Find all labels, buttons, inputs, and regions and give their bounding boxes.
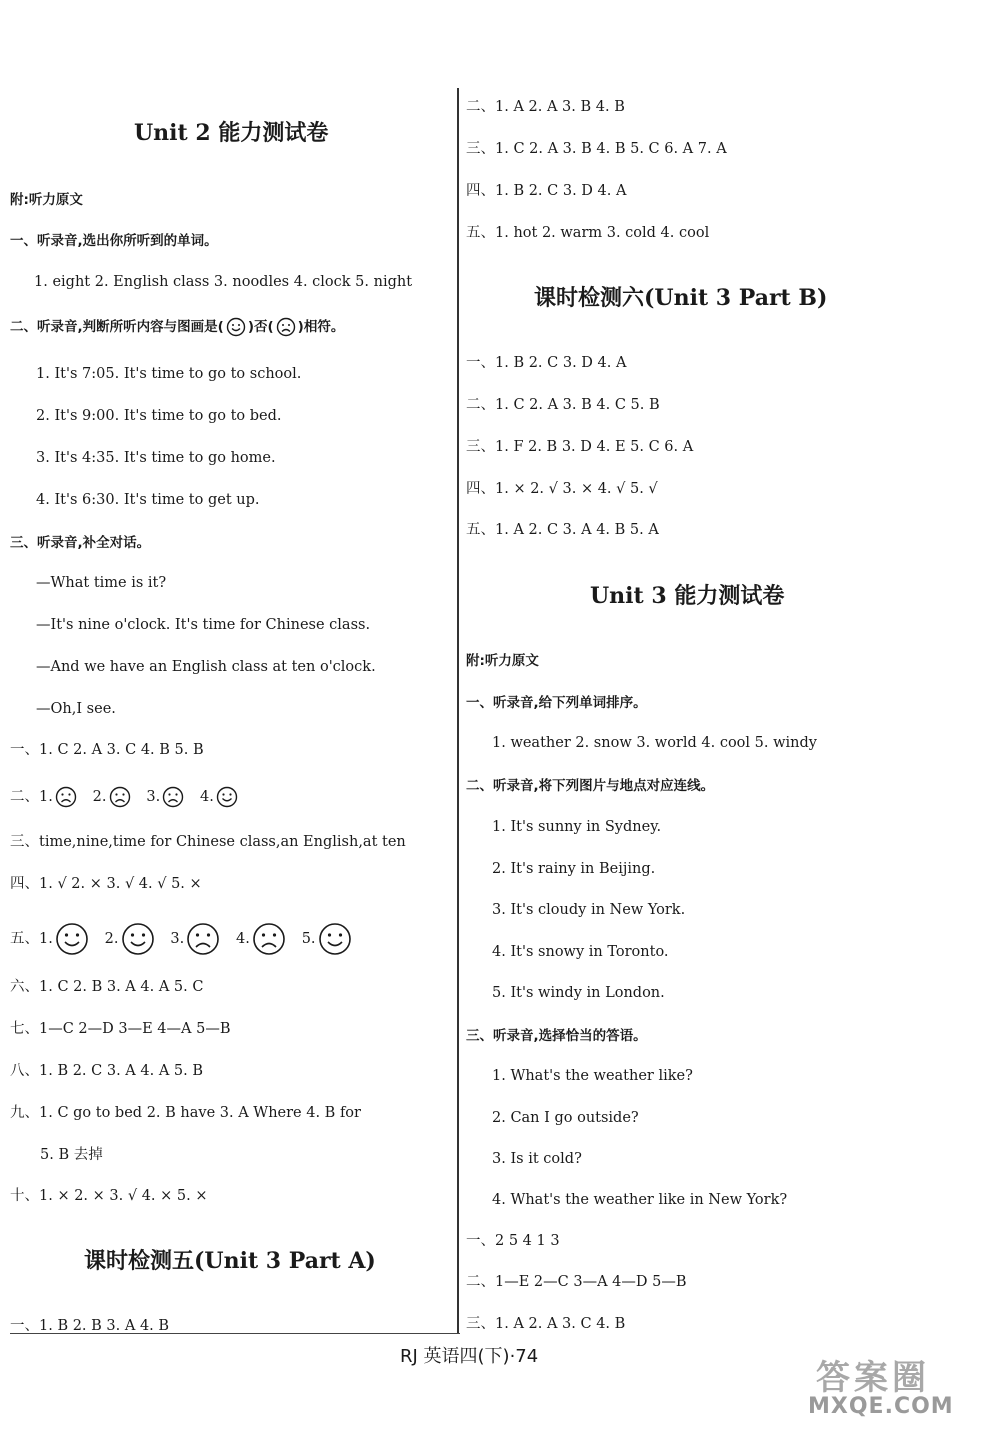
unit2-test-title: Unit 2 能力测试卷 bbox=[134, 120, 329, 146]
watermark-seal: 答案圈 bbox=[816, 1358, 930, 1398]
section2-item: 5. It's windy in London. bbox=[492, 985, 665, 1001]
section3-item: 2. Can I go outside? bbox=[492, 1110, 639, 1126]
watermark-text: MXQE.COM bbox=[808, 1394, 954, 1419]
lesson5-answer-row-5: 五、1. hot 2. warm 3. cold 4. cool bbox=[466, 225, 710, 241]
answer-row-2: 二、1. 2. 3. 4. bbox=[10, 786, 240, 808]
appendix-label: 附:听力原文 bbox=[466, 653, 539, 669]
lesson6-title: 课时检测六(Unit 3 Part B) bbox=[534, 285, 828, 311]
sad-face-icon bbox=[109, 786, 131, 808]
section1-instruction: 一、听录音,选出你所听到的单词。 bbox=[10, 233, 218, 249]
sad-face-icon bbox=[55, 786, 77, 808]
appendix-label: 附:听力原文 bbox=[10, 192, 83, 208]
page-footer: RJ 英语四(下)·74 bbox=[400, 1346, 539, 1367]
unit3-answer-row-3: 三、1. A 2. A 3. C 4. B bbox=[466, 1316, 626, 1332]
answer-row-3: 三、time,nine,time for Chinese class,an English,at ten bbox=[10, 834, 406, 850]
lesson6-answer-row-1: 一、1. B 2. C 3. D 4. A bbox=[466, 355, 627, 371]
section1-words: 1. weather 2. snow 3. world 4. cool 5. windy bbox=[492, 735, 817, 751]
section3-instruction: 三、听录音,补全对话。 bbox=[10, 535, 151, 551]
answer-row-10: 十、1. × 2. × 3. √ 4. × 5. × bbox=[10, 1188, 208, 1204]
answer-row-6: 六、1. C 2. B 3. A 4. A 5. C bbox=[10, 979, 204, 995]
lesson6-answer-row-3: 三、1. F 2. B 3. D 4. E 5. C 6. A bbox=[466, 439, 694, 455]
answer-row-9-continued: 5. B 去掉 bbox=[40, 1147, 103, 1163]
lesson5-answer-row-2: 二、1. A 2. A 3. B 4. B bbox=[466, 99, 625, 115]
section2-instruction: 二、听录音,将下列图片与地点对应连线。 bbox=[466, 778, 715, 794]
smiley-face-icon bbox=[121, 922, 155, 956]
column-divider bbox=[457, 88, 459, 1333]
answer-row-7: 七、1—C 2—D 3—E 4—A 5—B bbox=[10, 1021, 231, 1037]
sad-face-icon bbox=[276, 317, 296, 337]
lesson6-answer-row-2: 二、1. C 2. A 3. B 4. C 5. B bbox=[466, 397, 660, 413]
section2-item: 4. It's snowy in Toronto. bbox=[492, 944, 669, 960]
lesson5-title: 课时检测五(Unit 3 Part A) bbox=[84, 1248, 376, 1274]
watermark-logo bbox=[798, 1350, 988, 1426]
section3-item: 4. What's the weather like in New York? bbox=[492, 1192, 788, 1208]
dialogue-line: —What time is it? bbox=[36, 575, 167, 591]
dialogue-line: —It's nine o'clock. It's time for Chinese class. bbox=[36, 617, 371, 633]
section2-item: 1. It's sunny in Sydney. bbox=[492, 819, 662, 835]
unit3-answer-row-1: 一、2 5 4 1 3 bbox=[466, 1233, 560, 1249]
section2-item: 4. It's 6:30. It's time to get up. bbox=[36, 492, 260, 508]
answer-row-4: 四、1. √ 2. × 3. √ 4. √ 5. × bbox=[10, 876, 202, 892]
dialogue-line: —Oh,I see. bbox=[36, 701, 116, 717]
smiley-face-icon bbox=[55, 922, 89, 956]
answer-row-9: 九、1. C go to bed 2. B have 3. A Where 4. B for bbox=[10, 1105, 361, 1121]
section2-item: 2. It's 9:00. It's time to go to bed. bbox=[36, 408, 282, 424]
sad-face-icon bbox=[186, 922, 220, 956]
lesson5-answer-row-4: 四、1. B 2. C 3. D 4. A bbox=[466, 183, 627, 199]
section1-instruction: 一、听录音,给下列单词排序。 bbox=[466, 695, 647, 711]
lesson6-answer-row-4: 四、1. × 2. √ 3. × 4. √ 5. √ bbox=[466, 481, 658, 497]
section2-instruction: 二、听录音,判断所听内容与图画是( )否( )相符。 bbox=[10, 319, 345, 335]
sad-face-icon bbox=[162, 786, 184, 808]
dialogue-line: —And we have an English class at ten o'clock. bbox=[36, 659, 376, 675]
answer-row-8: 八、1. B 2. C 3. A 4. A 5. B bbox=[10, 1063, 204, 1079]
answer-row-1: 一、1. C 2. A 3. C 4. B 5. B bbox=[10, 742, 204, 758]
answer-row-5: 五、1. 2. 3. 4. 5. bbox=[10, 922, 354, 956]
smiley-face-icon bbox=[226, 317, 246, 337]
section3-instruction: 三、听录音,选择恰当的答语。 bbox=[466, 1028, 647, 1044]
section2-item: 3. It's cloudy in New York. bbox=[492, 902, 686, 918]
section2-item: 2. It's rainy in Beijing. bbox=[492, 861, 656, 877]
smiley-face-icon bbox=[318, 922, 352, 956]
section2-item: 3. It's 4:35. It's time to go home. bbox=[36, 450, 276, 466]
section3-item: 1. What's the weather like? bbox=[492, 1068, 693, 1084]
section1-words: 1. eight 2. English class 3. noodles 4. clock 5. night bbox=[34, 274, 413, 290]
sad-face-icon bbox=[252, 922, 286, 956]
lesson5-answer-row-3: 三、1. C 2. A 3. B 4. B 5. C 6. A 7. A bbox=[466, 141, 727, 157]
smiley-face-icon bbox=[216, 786, 238, 808]
unit3-test-title: Unit 3 能力测试卷 bbox=[590, 583, 785, 609]
unit3-answer-row-2: 二、1—E 2—C 3—A 4—D 5—B bbox=[466, 1274, 687, 1290]
lesson6-answer-row-5: 五、1. A 2. C 3. A 4. B 5. A bbox=[466, 522, 659, 538]
lesson5-answer-row-1: 一、1. B 2. B 3. A 4. B bbox=[10, 1318, 170, 1334]
section3-item: 3. Is it cold? bbox=[492, 1151, 582, 1167]
section2-item: 1. It's 7:05. It's time to go to school. bbox=[36, 366, 302, 382]
